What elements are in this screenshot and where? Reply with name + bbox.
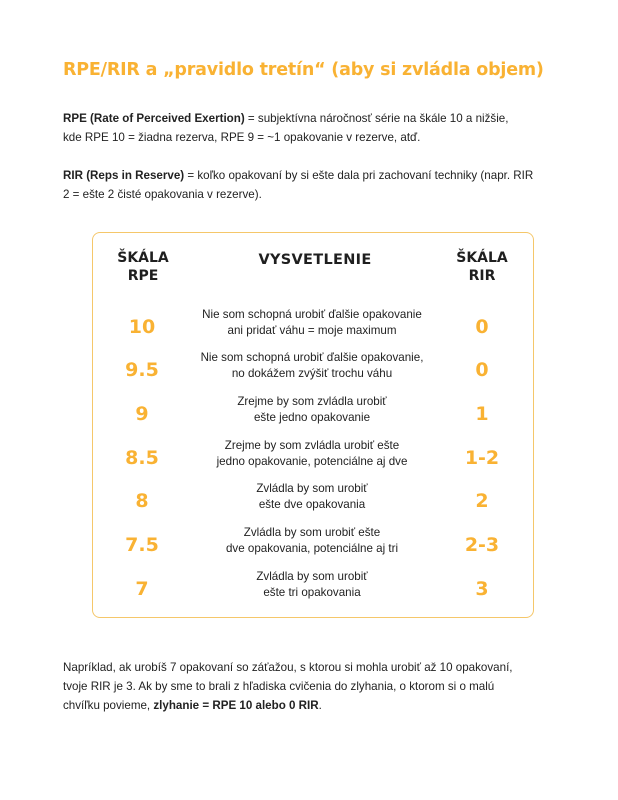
rir-definition-line2: 2 = ešte 2 čisté opakovania v rezerve). (63, 188, 262, 201)
rir-definition (63, 166, 563, 204)
rpe-definition (63, 109, 563, 147)
table-row (0, 438, 618, 478)
row-description (180, 350, 444, 382)
rpe-value: 9 (135, 403, 149, 425)
row-description-line2: jedno opakovanie, potenciálne aj dve (216, 455, 408, 468)
rpe-definition-text: = subjektívna náročnosť série na škále 10 a nižšie, (244, 112, 509, 125)
row-description-line1: Nie som schopná urobiť ďalšie opakovanie (202, 308, 422, 321)
header-rir-line1: ŠKÁLA (456, 250, 508, 266)
row-description (180, 438, 444, 470)
rpe-value: 7.5 (125, 534, 159, 556)
header-rir-line2: RIR (468, 268, 496, 284)
header-rpe-scale (113, 249, 173, 285)
example-line1: Napríklad, ak urobíš 7 opakovaní so záťažou, s ktorou si mohla urobiť až 10 opakovaní, (63, 661, 513, 674)
row-description (180, 481, 444, 513)
example-line3-start: chvíľku povieme, (63, 699, 154, 712)
header-rpe-line2: RPE (127, 268, 159, 284)
table-row (0, 569, 618, 609)
row-description-line1: Zvládla by som urobiť (256, 482, 368, 495)
example-failure-definition: zlyhanie = RPE 10 alebo 0 RIR (153, 699, 319, 712)
rpe-value: 10 (128, 316, 156, 338)
row-description-line1: Zvládla by som urobiť ešte (243, 526, 381, 539)
rpe-term: RPE (Rate of Perceived Exertion) (63, 112, 245, 125)
row-description-line2: ani pridať váhu = moje maximum (227, 324, 397, 337)
table-row (0, 350, 618, 390)
table-row (0, 307, 618, 347)
example-line2: tvoje RIR je 3. Ak by sme to brali z hľadiska cvičenia do zlyhania, o ktorom si o malú (63, 680, 495, 693)
example-line3-end: . (318, 699, 322, 712)
row-description-line2: ešte dve opakovania (258, 498, 366, 511)
rir-value: 1-2 (464, 447, 500, 469)
row-description-line2: ešte tri opakovania (263, 586, 361, 599)
table-row (0, 394, 618, 434)
row-description-line2: dve opakovania, potenciálne aj tri (225, 542, 399, 555)
row-description-line1: Nie som schopná urobiť ďalšie opakovanie, (200, 351, 424, 364)
rpe-value: 8.5 (125, 447, 159, 469)
rir-value: 2 (475, 490, 489, 512)
row-description (180, 307, 444, 339)
rpe-value: 7 (135, 578, 149, 600)
row-description-line1: Zrejme by som zvládla urobiť ešte (224, 439, 400, 452)
table-row (0, 481, 618, 521)
row-description (180, 525, 444, 557)
rpe-definition-line2: kde RPE 10 = žiadna rezerva, RPE 9 = ~1 opakovanie v rezerve, atď. (63, 131, 421, 144)
rir-value: 3 (475, 578, 489, 600)
header-explanation: VYSVETLENIE (258, 252, 372, 268)
rpe-value: 8 (135, 490, 149, 512)
header-rir-scale (449, 249, 515, 285)
row-description (180, 394, 444, 426)
rir-value: 2-3 (464, 534, 500, 556)
rir-value: 1 (475, 403, 489, 425)
rir-term: RIR (Reps in Reserve) (63, 169, 185, 182)
row-description (180, 569, 444, 601)
example-paragraph (63, 658, 563, 715)
page-title: RPE/RIR a „pravidlo tretín“ (aby si zvládla objem) (63, 60, 544, 80)
rir-value: 0 (475, 359, 489, 381)
row-description-line1: Zrejme by som zvládla urobiť (237, 395, 387, 408)
rpe-value: 9.5 (125, 359, 159, 381)
row-description-line1: Zvládla by som urobiť (256, 570, 368, 583)
row-description-line2: ešte jedno opakovanie (253, 411, 371, 424)
row-description-line2: no dokážem zvýšiť trochu váhu (231, 367, 393, 380)
rir-definition-text: = koľko opakovaní by si ešte dala pri zachovaní techniky (napr. RIR (184, 169, 534, 182)
table-row (0, 525, 618, 565)
rir-value: 0 (475, 316, 489, 338)
header-rpe-line1: ŠKÁLA (117, 250, 169, 266)
